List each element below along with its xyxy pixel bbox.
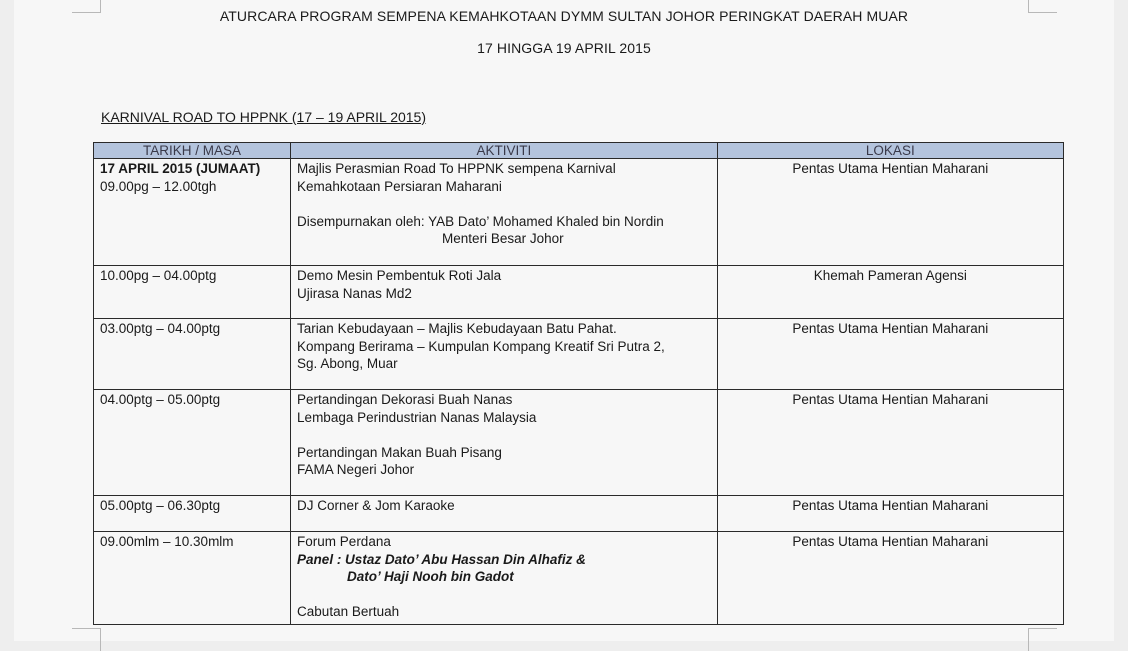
location-cell: Pentas Utama Hentian Maharani (717, 496, 1063, 532)
row-time: 10.00pg – 04.00ptg (100, 268, 217, 283)
location-cell: Pentas Utama Hentian Maharani (717, 319, 1063, 390)
activity-line: Panel : Ustaz Dato’ Abu Hassan Din Alhafiz & (297, 551, 586, 567)
activity-line: Menteri Besar Johor (442, 231, 564, 246)
row-time: 03.00ptg – 04.00ptg (100, 321, 221, 336)
activity-line: Pertandingan Dekorasi Buah Nanas (297, 392, 513, 407)
table-row (94, 496, 1064, 532)
page-corner-mark (1028, 628, 1057, 651)
location-cell: Pentas Utama Hentian Maharani (717, 532, 1063, 625)
activity-line: Majlis Perasmian Road To HPPNK sempena Karnival (297, 161, 616, 176)
activity-line: Ujirasa Nanas Md2 (297, 285, 412, 301)
activity-cell (291, 319, 718, 390)
date-time-cell (94, 159, 291, 266)
row-time: 09.00mlm – 10.30mlm (100, 534, 234, 549)
table-row (94, 319, 1064, 390)
activity-cell (291, 532, 718, 625)
activity-cell (291, 159, 718, 266)
header-activity: AKTIVITI (291, 143, 718, 159)
date-time-cell (94, 266, 291, 319)
table-row (94, 159, 1064, 266)
table-row (94, 390, 1064, 496)
location-cell: Pentas Utama Hentian Maharani (717, 159, 1063, 266)
date-time-cell (94, 532, 291, 625)
activity-line: Kompang Berirama – Kumpulan Kompang Kreatif Sri Putra 2, (297, 338, 665, 354)
table-row (94, 532, 1064, 625)
activity-line: Forum Perdana (297, 534, 391, 549)
table-header-row (94, 143, 1064, 159)
date-time-cell (94, 319, 291, 390)
document-title: ATURCARA PROGRAM SEMPENA KEMAHKOTAAN DYMM SULTAN JOHOR PERINGKAT DAERAH MUAR (219, 8, 909, 24)
activity-line: Dato’ Haji Nooh bin Gadot (347, 569, 514, 584)
activity-line: Tarian Kebudayaan – Majlis Kebudayaan Batu Pahat. (297, 321, 617, 336)
activity-line: DJ Corner & Jom Karaoke (297, 498, 455, 513)
header-location: LOKASI (717, 143, 1063, 159)
activity-cell (291, 496, 718, 532)
table-row (94, 266, 1064, 319)
document-date-range: 17 HINGGA 19 APRIL 2015 (477, 40, 651, 56)
header-date-time: TARIKH / MASA (94, 143, 291, 159)
page-corner-mark (72, 628, 101, 651)
row-time: 09.00pg – 12.00tgh (100, 178, 217, 194)
activity-line: Disempurnakan oleh: YAB Dato’ Mohamed Khaled bin Nordin (297, 213, 664, 229)
activity-line: Demo Mesin Pembentuk Roti Jala (297, 268, 502, 283)
activity-line: Sg. Abong, Muar (297, 356, 398, 371)
activity-line: Lembaga Perindustrian Nanas Malaysia (297, 409, 537, 425)
row-time: 05.00ptg – 06.30ptg (100, 498, 221, 513)
location-cell: Khemah Pameran Agensi (717, 266, 1063, 319)
location-cell: Pentas Utama Hentian Maharani (717, 390, 1063, 496)
row-date: 17 APRIL 2015 (JUMAAT) (100, 161, 261, 176)
activity-cell (291, 390, 718, 496)
date-time-cell (94, 390, 291, 496)
activity-line: Kemahkotaan Persiaran Maharani (297, 178, 502, 194)
activity-line: Pertandingan Makan Buah Pisang (297, 444, 502, 460)
row-time: 04.00ptg – 05.00ptg (100, 392, 221, 407)
date-time-cell (94, 496, 291, 532)
activity-line: FAMA Negeri Johor (297, 462, 415, 477)
activity-line: Cabutan Bertuah (297, 604, 400, 619)
schedule-table (93, 142, 1064, 625)
section-title: KARNIVAL ROAD TO HPPNK (17 – 19 APRIL 2015) (101, 109, 426, 125)
activity-cell (291, 266, 718, 319)
